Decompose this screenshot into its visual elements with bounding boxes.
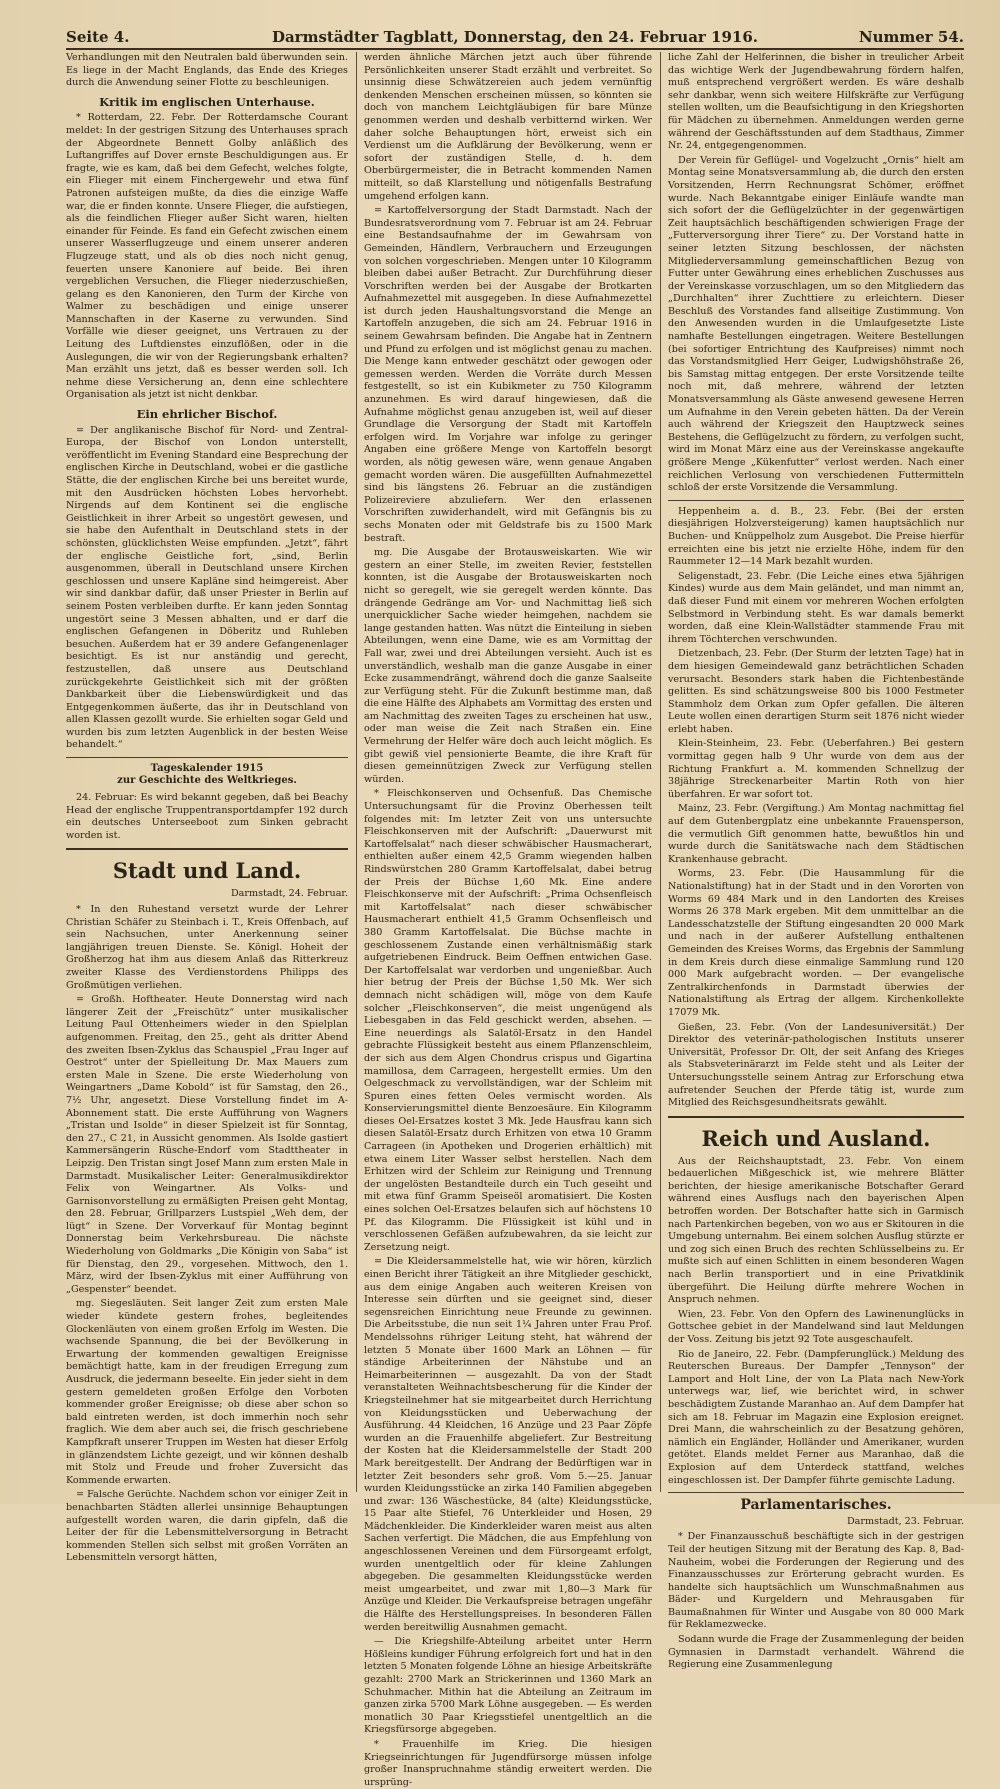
article-text: * Frauenhilfe im Krieg. Die hiesigen Kriegseinrichtungen für Jugendfürsorge müssen infolge großer Inanspruchnahme ständig erweitert werden. Die ursprüng- bbox=[364, 1738, 652, 1788]
article-text: = Falsche Gerüchte. Nachdem schon vor einiger Zeit in benachbarten Städten allerlei unsinnige Behauptungen aufgestellt worden waren, die darin gipfeln, daß die Leiter der für die Lebensmittelversorgung in Betracht kommenden Stellen sich selbst mit großen Vorräten an Lebensmitteln versorgt hätten, bbox=[66, 1489, 348, 1564]
article-text: Klein-Steinheim, 23. Febr. (Ueberfahren.) Bei gestern vormittag gegen halb 9 Uhr wurde von dem aus der Richtung Frankfurt a. M. kommenden Schnellzug der 38jährige Streckenarbeiter Martin Roth von hier überfahren. Er war sofort tot. bbox=[668, 738, 964, 800]
article-text: = Kartoffelversorgung der Stadt Darmstadt. Nach der Bundesratsverordnung vom 7. Februar ist am 24. Februar eine Bestandsaufnahme der im Gewahrsam von Gemeinden, Händlern, Verbrauchern und Erzeugungen von solchen vorgeschrieben. Mengen unter 10 Kilogramm bleiben dabei außer Betracht. Zur Durchführung dieser Vorschriften werden bei der Ausgabe der Brotkarten Aufnahmezettel mit ausgegeben. In diese Aufnahmezettel ist durch jeden Haushaltungsvorstand die Menge an Kartoffeln anzugeben, die sich am 24. Februar 1916 in seinem Gewahrsam befinden. Die Angabe hat in Zentnern und Pfund zu erfolgen und ist möglichst genau zu machen. Die Menge kann entweder geschätzt oder gewogen oder gemessen werden. Werden die Vorräte durch Messen festgestellt, so ist ein Kubikmeter zu 750 Kilogramm anzunehmen. Es wird darauf hingewiesen, daß die Aufnahme möglichst genau anzugeben ist, weil auf dieser Grundlage die Versorgung der Stadt mit Kartoffeln erfolgen wird. Im Vorjahre war infolge zu geringer Angaben eine größere Menge von Kartoffeln besorgt worden, als nötig gewesen wäre, wenn genaue Angaben gemacht worden wären. Die ausgefüllten Aufnahmezettel sind bis längstens 26. Februar an die zuständigen Polizeireviere abzuliefern. Wer den erlassenen Vorschriften zuwiderhandelt, wird mit Gefängnis bis zu sechs Monaten oder mit Geldstrafe bis zu 1500 Mark bestraft. bbox=[364, 205, 652, 544]
column-2 bbox=[364, 52, 652, 1788]
headline-parlamentarisches: Parlamentarisches. bbox=[740, 1497, 892, 1514]
headline-tageskalender-sub: zur Geschichte des Weltkrieges. bbox=[117, 775, 297, 787]
article-text: 24. Februar: Es wird bekannt gegeben, daß bei Beachy Head der englische Truppentransportdampfer 192 durch ein deutsches Unterseeboot zum Sinken gebracht worden ist. bbox=[66, 792, 348, 841]
article-text: Heppenheim a. d. B., 23. Febr. (Bei der ersten diesjährigen Holzversteigerung) kamen hauptsächlich nur Buchen- und Knüppelholz zum Ausgebot. Die Preise hierfür erreichten eine bis jetzt nie erzielte Höhe, indem für den Raummeter 12—14 Mark bezahlt wurden. bbox=[668, 505, 964, 568]
article-text: Dietzenbach, 23. Febr. (Der Sturm der letzten Tage) hat in dem hiesigen Gemeindewald ganz beträchtlichen Schaden verursacht. Besonders stark haben die Fichtenbestände gelitten. Es sind schätzungsweise 800 bis 1000 Festmeter Stammholz dem Orkan zum Opfer gefallen. Die älteren Leute wollen einen derartigen Sturm seit 1876 nicht wieder erlebt haben. bbox=[668, 648, 964, 735]
article-text: mg. Die Ausgabe der Brotausweiskarten. Wie wir gestern an einer Stelle, im zweiten Revier, feststellen konnten, ist die Ausgabe der Brotausweiskarten noch nicht so geregelt, wie sie geregelt werden könnte. Das drängende Gedränge am Vor- und Nachmittag ließ sich unerquicklicher Sache wieder heimgehen, nachdem sie lange gestanden hatten. Was nützt die Einteilung in sieben Abteilungen, wenn eine Dame, wie es am Vormittag der Fall war, zwei und drei Abteilungen versieht. Auch ist es unverständlich, weshalb man die ganze Ausgabe in einer Ecke zusammendrängt, während doch die ganze Saalseite zur Verfügung steht. Für die Zukunft bestimme man, daß die eine Hälfte des Alphabets am Vormittag des ersten und am Nachmittag des zweiten Tages zu erscheinen hat usw., oder man weise die Zeit nach Straßen ein. Eine Vermehrung der Helfer wäre doch auch leicht möglich. Es gibt gewiß viel pensionierte Beamte, die ihre Kraft für diesen gemeinnützigen Zweck zur Verfügung stellen würden. bbox=[364, 547, 652, 785]
article-text: * Fleischkonserven und Ochsenfuß. Das Chemische Untersuchungsamt für die Provinz Oberhessen teilt folgendes mit: Im letzter Zeit von uns untersuchte Fleischkonserven mit der Aufschrift: „Dauerwurst mit Kartoffelsalat“ nach dieser schwäbischer Hausmacherart, enthielten außer einem 42,5 Gramm wiegenden halben Rindswürstchen 280 Gramm Kartoffelsalat, dabei betrug der Preis der Büchse 1,60 Mk. Eine andere Fleischkonserve mit der Aufschrift: „Prima Ochsenfleisch mit Kartoffelsalat“ nach dieser schwäbischer Hausmacherart enthielt 41,5 Gramm Ochsenfleisch und 380 Gramm Kartoffelsalat. Die Büchse machte in geschlossenem Zustande einen verhältnismäßig stark aufgetriebenen Eindruck. Beim Oeffnen entwichen Gase. Der Kartoffelsalat war verdorben und ungenießbar. Auch hier betrug der Preis der Büchse 1,50 Mk. Wer sich demnach nicht schädigen will, möge von dem Kaufe solcher „Fleischkonserven“, die meist ungenügend als Liebesgaben in das Feld geschickt werden, absehen. — Eine neuerdings als Salatöl-Ersatz in den Handel gebrachte Flüssigkeit besteht aus einem Pflanzenschleim, der sich aus dem Algen Chondrus crispus und Gigartina mamillosa, dem Carrageen, hergestellt ermies. Um den Oelgeschmack zu vervollständigen, war der Schleim mit Spuren eines fetten Oeles vermischt worden. Als Konservierungsmittel diente Benzoesäure. Ein Kilogramm dieses Oel-Ersatzes kostet 3 Mk. Jede Hausfrau kann sich diesen Salatöl-Ersatz durch Erhitzen von etwa 10 Gramm Carrageen (in Apotheken und Drogerien erhältlich) mit etwa einem Liter Wasser selbst herstellen. Nach dem Erhitzen wird der Schleim zur Reinigung und Trennung der ungelösten Bestandteile durch ein Tuch geseiht und mit etwa fünf Gramm Speiseöl aromatisiert. Die Kosten eines solchen Oel-Ersatzes belaufen sich auf höchstens 10 Pf. das Kilogramm. Die Flüssigkeit ist kühl und in verschlossenen Gefäßen aufzubewahren, da sie leicht zur Zersetzung neigt. bbox=[364, 788, 652, 1253]
newspaper-title: Darmstädter Tagblatt, Donnerstag, den 24. Februar 1916. bbox=[271, 28, 759, 46]
article-text: Gießen, 23. Febr. (Von der Landesuniversität.) Der Direktor des veterinär-pathologischen Instituts unserer Universität, Professor Dr. Olt, der seit Anfang des Krieges als Stabsveterinärarzt im Felde steht und als Leiter der Untersuchungsstelle seinem Antrag zur Erforschung etwa aufretender Seuchen der Pferde tätig ist, wurde zum Mitglied des Reichsgesundheitsrats gewählt. bbox=[668, 1021, 964, 1109]
article-text: = Der anglikanische Bischof für Nord- und Zentral-Europa, der Bischof von London unterstellt, veröffentlicht im Evening Standard eine Besprechung der englischen Kirche in Deutschland, wobei er die gastliche Stätte, die der englischen Kirche bei uns bereitet wurde, mit den Ausdrücken höchsten Lobes hervorhebt. Nirgends auf dem Kontinent sei die englische Geistlichkeit in ihrer Arbeit so ungestört gewesen, und sie habe den Aufenthalt in Deutschland stets in der schönsten, glücklichsten Weise empfunden. „Jetzt“, fährt der englische Geistliche fort, „sind, Berlin ausgenommen, überall in Deutschland unsere Kirchen geschlossen und unsere Kapläne sind heimgereist. Aber wir sind dankbar dafür, daß unser Priester in Berlin auf seinem Posten verbleiben durfte. Er kann jeden Sonntag ungestört seine 3 Messen abhalten, und er darf die englischen Gefangenen in Döberitz und Ruhleben besuchen. Außerdem hat er 39 andere Gefangenenlager besichtigt. Es ist nur anständig und gerecht, festzustellen, daß unsere aus Deutschland zurückgekehrte Geistlichkeit sich mit der größten Dankbarkeit über die Liebenswürdigkeit und das Entgegenkommen äußerte, das ihr in Deutschland von allen Klassen gezollt wurde. Sie erhielten sogar Geld und wurden bis zum letzten Augenblick in der besten Weise behandelt.“ bbox=[66, 424, 348, 751]
article-text: * In den Ruhestand versetzt wurde der Lehrer Christian Schäfer zu Steinbach i. T., Kreis Offenbach, auf sein Nachsuchen, unter Anerkennung seiner langjährigen treuen Dienste. Se. Königl. Hoheit der Großherzog hat ihm aus diesem Anlaß das Ritterkreuz zweiter Klasse des Verdienstordens Philipps des Großmütigen verliehen. bbox=[66, 904, 348, 991]
headline-kritik: Kritik im englischen Unterhause. bbox=[99, 94, 315, 109]
article-text: liche Zahl der Helferinnen, die bisher in treulicher Arbeit das wichtige Werk der Jugendbewahrung fördern halfen, muß entsprechend vergrößert werden. Es wäre deshalb sehr dankbar, wenn sich weitere Hilfskräfte zur Verfügung stellen wollten, um die Beaufsichtigung in den Kriegshorten für Mädchen zu übernehmen. Anmeldungen werden gerne während der Geschäftsstunden auf dem Stadthaus, Zimmer Nr. 24, entgegengenommen. bbox=[668, 52, 964, 152]
column-3 bbox=[668, 52, 964, 1671]
column-1 bbox=[66, 52, 348, 1564]
article-text: Verhandlungen mit den Neutralen bald überwunden sein. Es liege in der Macht Englands, das Ende des Krieges durch die Anwendung seiner Flotte zu beschleunigen. bbox=[66, 52, 348, 89]
headline-bischof: Ein ehrlicher Bischof. bbox=[136, 407, 278, 422]
column-rule bbox=[356, 52, 357, 1492]
page-number: Seite 4. bbox=[66, 28, 130, 46]
divider bbox=[668, 1116, 964, 1118]
article-text: — Die Kriegshilfe-Abteilung arbeitet unter Herrn Hößleins kundiger Führung erfolgreich fort und hat in den letzten 5 Monaten folgende Löhne an hiesige Arbeitskräfte gezahlt: 2700 Mark an Strickerinnen und 1360 Mark an Schuhmacher. Mithin hat die Abteilung an Zeitraum im ganzen zirka 5700 Mark Löhne ausgegeben. — Es werden monatlich 30 Paar Kriegsstiefel unentgeltlich an die Kriegsfürsorge abgegeben. bbox=[364, 1636, 652, 1736]
article-text: * Rotterdam, 22. Febr. Der Rotterdamsche Courant meldet: In der gestrigen Sitzung des Unterhauses sprach der Abgeordnete Bennett Golby anläßlich des Luftangriffes auf Dover ernste Beschuldigungen aus. Er fragte, wie es kam, daß bei dem Gefecht, welches folgte, ein Flieger mit einem Finchergewehr und etwa fünf Patronen aufsteigen mußte, da dies die einzige Waffe war, die er finden konnte. Unsere Flieger, die aufstiegen, als die feindlichen Flieger außer Sicht waren, hielten einander für Feinde. Es fand ein Gefecht zwischen einem unserer Wasserflugzeuge und einem unserer anderen Flugzeuge statt, und als ob dies noch nicht genug, feuerten unsere Kanoniere auf beide. Bei ihren vergeblichen Versuchen, die Flieger niederzuschießen, gelang es den Kanonieren, den Turm der Kirche von Walmer zu beschädigen und einige unserer Mannschaften in der Kaserne zu verwunden. Sind Vorfälle wie dieser geeignet, uns Vertrauen zu der Leitung des Luftdienstes einzuflößen, oder in die Auslegungen, die wir von der Regierungsbank erhalten? Man erzählt uns jetzt, daß es besser werden soll. Ich nehme diese Versicherung an, denn eine schlechtere Organisation als jetzt ist nicht denkbar. bbox=[66, 112, 348, 401]
dateline: Darmstadt, 24. Februar. bbox=[230, 888, 348, 900]
article-text: Worms, 23. Febr. (Die Hausammlung für die Nationalstiftung) hat in der Stadt und in den Vororten von Worms 69 484 Mark und in den Landorten des Kreises Worms 26 378 Mark ergeben. Mit dem unmittelbar an die Landesschatzstelle der Stiftung eingesandten 20 000 Mark und nach in der außerer Aufstellung enthaltenen Gemeinden des Kreises Worms, das Ergebnis der Sammlung in dem Kreis durch diese einmalige Sammlung rund 120 000 Mark aufgebracht worden. — Der evangelische Zentralkirchenfonds in Darmstadt überwies der Nationalstiftung als Ertrag der allgem. Kirchenkollekte 17079 Mk. bbox=[668, 868, 964, 1018]
article-text: Der Verein für Geflügel- und Vogelzucht „Ornis“ hielt am Montag seine Monatsversammlung ab, die durch den ersten Vorsitzenden, Herrn Rechnungsrat Schömer, eröffnet wurde. Nach Bekanntgabe einiger Einläufe wandte man sich sofort der die Geflügelzüchter in der gegenwärtigen Zeit hauptsächlich beschäftigenden schwierigen Frage der „Futterversorgung ihrer Tiere“ zu. Der Vorstand hatte in seiner letzten Sitzung beschlossen, der nächsten Mitgliederversammlung gemeinschaftlichen Bezug von Futter unter Gewährung eines erheblichen Zuschusses aus der Vereinskasse vorzuschlagen, um so den Mitgliedern das „Durchhalten“ ihrer Zuchttiere zu erleichtern. Dieser Beschluß des Vorstandes fand allseitige Zustimmung. Von den Anwesenden wurden in die Umlaufgesetzte Liste namhafte Bestellungen eingetragen. Weitere Bestellungen (bei sofortiger Entrichtung des Kaufpreises) nimmt noch das Vorstandsmitglied Herr Geiger, Ludwigshöhstraße 26, bis Samstag mittag entgegen. Der erste Vorsitzende teilte noch mit, daß mehrere, während der letzten Monatsversammlung als Gäste anwesend gewesene Herren um Aufnahme in den Verein gebeten hätten. Da der Verein auch während der Kriegszeit den Hauptzweck seines Bestehens, die Geflügelzucht zu fördern, zu verfolgen sucht, wird im Monat März eine aus der Vereinskasse angekaufte größere Menge „Kükenfutter“ verlost werden. Nach einer reichlichen Verlosung von verschiedenen Futtermitteln schloß der erste Vorsitzende die Versammlung. bbox=[668, 154, 964, 494]
article-text: = Die Kleidersammelstelle hat, wie wir hören, kürzlich einen Bericht ihrer Tätigkeit an ihre Mitglieder geschickt, aus dem einige Angaben auch weiteren Kreisen von Interesse sein dürften und sie geeignet sind, dieser segensreichen Einrichtung neue Freunde zu gewinnen. Die Arbeitsstube, die nun seit 1¼ Jahren unter Frau Prof. Mendelssohns rühriger Leitung steht, hat während der letzten 5 Monate über 1600 Mark an Löhnen — für ständige Arbeiterinnen der Nähstube und an Heimarbeiterinnen — ausgezahlt. Da von der Stadt veranstalteten Weihnachtsbescherung für die Kinder der Kriegsteilnehmer hat sie mitgearbeitet durch Herrichtung von Kleidungsstücken und Ueberwachung der Ausführung. 44 Kleidchen, 16 Anzüge und 23 Paar Zöpfe wurden an die Frauenhilfe abgeliefert. Zur Bestreitung der Kosten hat die Kleidersammelstelle der Stadt 200 Mark bereitgestellt. Der Andrang der Bedürftigen war in letzter Zeit besonders sehr groß. Vom 5.—25. Januar wurden Kleidungsstücke an zirka 140 Familien abgegeben und zwar: 136 Wäschestücke, 84 (alte) Kleidungsstücke, 15 Paar alte Stiefel, 76 Unterkleider und Hosen, 29 Mädchenkleider. Die Kinderkleider waren meist aus alten Sachen verfertigt. Die Mädchen, die aus Empfehlung von angeschlossenen Vereinen und dem Fürsorgeamt erfolgt, wurden unentgeltlich oder für kleine Zahlungen abgegeben. Die gesammelten Kleidungsstücke werden meist umgearbeitet, und zwar mit 1,80—3 Mark für Anzüge und Kleider. Die Verkaufspreise betragen ungefähr die Hälfte des Herstellungspreises. In besonderen Fällen werden bereitwillig Ausnahmen gemacht. bbox=[364, 1256, 652, 1633]
article-text: = Großh. Hoftheater. Heute Donnerstag wird nach längerer Zeit der „Freischütz“ unter musikalischer Leitung Paul Ottenheimers wieder in den Spielplan aufgenommen. Freitag, den 25., geht als dritter Abend des zweiten Ibsen-Zyklus das Schauspiel „Frau Inger auf Oestrot“ unter der Spielleitung Dr. Max Mauers zum ersten Male in Szene. Die erste Wiederholung von Weingartners „Dame Kobold“ ist für Samstag, den 26., 7½ Uhr, angesetzt. Diese Vorstellung findet im A-Abonnement statt. Die erste Aufführung von Wagners „Tristan und Isolde“ in dieser Spielzeit ist für Sonntag, den 27., C 21, in Aussicht genommen. Als Isolde gastiert Kammersängerin Rüsche-Endorf vom Stadttheater in Leipzig. Den Tristan singt Josef Mann zum ersten Male in Darmstadt. Musikalischer Leiter: Generalmusikdirektor Felix von Weingartner. Als Volks- und Garnisonvorstellung zu ermäßigten Preisen geht Montag, den 28. Februar, Grillparzers Lustspiel „Weh dem, der lügt“ in Szene. Der Vorverkauf für Montag beginnt Donnerstag beim Verkehrsbureau. Die nächste Wiederholung von Goldmarks „Die Königin von Saba“ ist für Dienstag, den 29., vorgesehen. Mittwoch, den 1. März, wird der Ibsen-Zyklus mit einer Aufführung von „Gespenster“ beendet. bbox=[66, 994, 348, 1295]
article-text: Seligenstadt, 23. Febr. (Die Leiche eines etwa 5jährigen Kindes) wurde aus dem Main geländet, und man nimmt an, daß dieser Fund mit einem vor mehreren Wochen erfolgten Selbstmord in Verbindung steht. Es war damals bemerkt worden, daß eine Klein-Wallstädter stammende Frau mit ihrem Töchterchen verschwunden. bbox=[668, 570, 964, 645]
headline-tageskalender: Tageskalender 1915 bbox=[150, 763, 264, 775]
issue-number: Nummer 54. bbox=[858, 28, 964, 46]
article-text: Wien, 23. Febr. Von den Opfern des Lawinenunglücks in Gottschee gebiet in der Mandelwand sind laut Meldungen der Voss. Zeitung bis jetzt 92 Tote ausgeschaufelt. bbox=[668, 1308, 964, 1345]
article-text: * Der Finanzausschuß beschäftigte sich in der gestrigen Teil der heutigen Sitzung mit der Beratung des Kap. 8, Bad-Nauheim, wobei die Forderungen der Regierung und des Finanzausschusses zur Erörterung gebracht wurden. Es handelte sich hauptsächlich um Wunschmaßnahmen aus Bäder- und Kurgeldern und Mehrausgaben für Baumaßnahmen für Winter und Ausgabe von 80 000 Mark für Reklamezwecke. bbox=[668, 1531, 964, 1631]
divider bbox=[66, 757, 348, 758]
article-text: Aus der Reichshauptstadt, 23. Febr. Von einem bedauerlichen Mißgeschick ist, wie mehrere Blätter berichten, der hiesige amerikanische Botschafter Gerard während eines Ausflugs nach den bayerischen Alpen betroffen worden. Der Botschafter hatte sich in Garmisch nach Partenkirchen begeben, von wo aus er Skitouren in die Umgebung unternahm. Bei einem solchen Ausflug stürzte er und zog sich einen Bruch des rechten Schlüsselbeins zu. Er mußte sich auf einen Schlitten in einem besonderen Wagen nach Berlin transportiert und in eine Privatklinik übergeführt. Die Heilung dürfte mehrere Wochen in Anspruch nehmen. bbox=[668, 1155, 964, 1306]
article-text: werden ähnliche Märchen jetzt auch über führende Persönlichkeiten unserer Stadt erzählt und verbreitet. So unsinnig diese Schwätzereien auch jedem vernünftig denkenden Menschen erscheinen müssen, so könnten sie doch von manchem Leichtgläubigen für bare Münze genommen werden und deshalb verbitternd wirken. Wer daher solche Behauptungen hört, erweist sich ein Verdienst um die Aufklärung der Bevölkerung, wenn er sofort der zuständigen Stelle, d. h. dem Oberbürgermeister, die in Betracht kommenden Namen mitteilt, so daß Klarstellung und nötigenfalls Bestrafung umgehend erfolgen kann. bbox=[364, 52, 652, 202]
section-heading-stadt-und-land: Stadt und Land. bbox=[112, 858, 302, 884]
article-text: Rio de Janeiro, 22. Febr. (Dampferunglück.) Meldung des Reuterschen Bureaus. Der Dampfer „Tennyson“ der Lamport and Holt Line, der von La Plata nach New-York unterwegs war, lief, wie berichtet wird, in schwer beschädigtem Zustande Maranhao an. Auf dem Dampfer hat sich am 18. Februar im Magazin eine Explosion ereignet. Drei Mann, die wahrscheinlich zu der Besatzung gehören, nämlich ein Engländer, Holländer und Amerikaner, wurden getötet. Elands meldet Ferner aus Maranhao, daß die Explosion auf dem Unterdeck stattfand, welches eingeschlossen ist. Der Dampfer führte gemischte Ladung. bbox=[668, 1348, 964, 1486]
masthead bbox=[66, 26, 964, 50]
dateline: Darmstadt, 23. Februar. bbox=[846, 1515, 964, 1527]
article-text: mg. Siegesläuten. Seit langer Zeit zum ersten Male wieder kündete gestern frohes, begleitendes Glockenläuten von einem großen Erfolg im Westen. Die wachsende Spannung, die bei der Bevölkerung in Erwartung der kommenden gewaltigen Ereignisse bemächtigt hatte, kam in der freudigen Erregung zum Ausdruck, die jedermann beseelte. Ein jeder sieht in dem gestern gemeldeten großen Erfolge den Vorboten kommender großer Ereignisse; ob diese aber schon so bald eintreten werden, ist doch immerhin noch sehr fraglich. Wie dem aber auch sei, die frisch geschriebene Kampfkraft unserer Truppen im Westen hat dieser Erfolg in glänzendstem Lichte gezeigt, und wir können deshalb mit Stolz und Freude und froher Zuversicht das Kommende erwarten. bbox=[66, 1298, 348, 1486]
article-text: Sodann wurde die Frage der Zusammenlegung der beiden Gymnasien in Darmstadt verhandelt. Während die Regierung eine Zusammenlegung bbox=[668, 1634, 964, 1671]
section-heading-reich-und-ausland: Reich und Ausland. bbox=[701, 1125, 931, 1151]
divider bbox=[668, 1492, 964, 1493]
divider bbox=[66, 848, 348, 850]
divider bbox=[668, 500, 964, 501]
column-rule bbox=[660, 52, 661, 1492]
article-text: Mainz, 23. Febr. (Vergiftung.) Am Montag nachmittag fiel auf dem Gutenbergplatz eine unbekannte Frauensperson, die vermutlich Gift genommen hatte, bewußtlos hin und wurde durch die Sanitätswache nach dem Städtischen Krankenhause gebracht. bbox=[668, 803, 964, 865]
